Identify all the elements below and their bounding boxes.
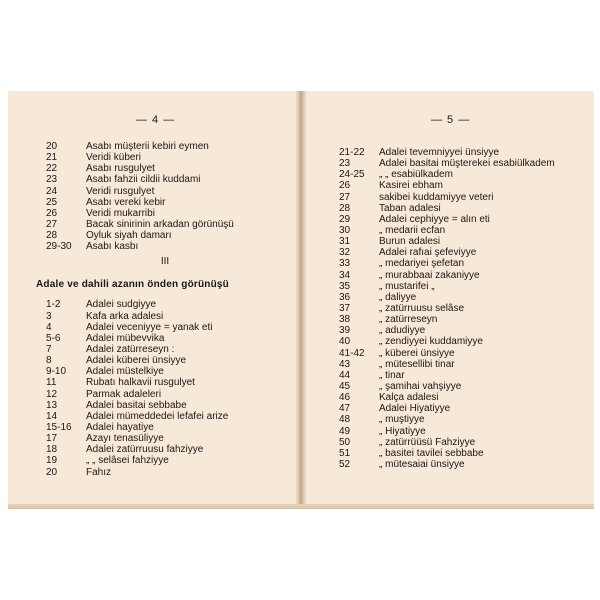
right-page (301, 91, 594, 509)
entry-number: 32 (339, 247, 351, 259)
entry-number: 21 (46, 152, 58, 164)
entry-text: Asabı kasbı (86, 241, 139, 253)
entry-number: 28 (339, 202, 351, 214)
section-heading: Adale ve dahili azanın önden görünüşü (36, 279, 229, 291)
index-entry (339, 270, 589, 281)
index-entry (46, 467, 296, 478)
entry-number: 38 (339, 314, 351, 326)
entry-text: Rubatı halkavii rusgulyet (86, 377, 195, 389)
entry-text: „ „ esabiülkadem (379, 169, 453, 181)
entry-number: 20 (46, 466, 58, 478)
entry-number: 43 (339, 358, 351, 370)
entry-text: Kafa arka adalesi (86, 310, 164, 322)
entry-text: Adalei zatürreseyn : (86, 343, 175, 355)
right-page-entries (339, 147, 589, 470)
index-entry (339, 180, 589, 191)
entry-text: „ basitei tavilei sebbabe (379, 447, 484, 459)
entry-number: 20 (46, 141, 58, 152)
index-entry (46, 433, 296, 444)
entry-text: Adalei basitai müşterekei esabiülkadem (379, 158, 555, 170)
entry-number: 30 (339, 224, 351, 236)
index-entry (46, 333, 296, 344)
entry-number: 24-25 (339, 169, 365, 181)
open-booklet (8, 91, 594, 509)
index-entry (46, 366, 296, 377)
entry-text: „ Hiyatiyye (379, 425, 426, 437)
index-entry (339, 147, 589, 158)
entry-number: 27 (46, 218, 58, 230)
entry-text: Asabı fahzii cildii kuddami (86, 174, 201, 186)
entry-number: 34 (339, 269, 351, 281)
index-entry (339, 403, 589, 414)
entry-number: 12 (46, 388, 58, 400)
entry-number: 46 (339, 392, 351, 404)
entry-text: Azayı tenasüliyye (86, 433, 164, 445)
index-entry (46, 355, 296, 366)
page-number: — 5 — (431, 114, 471, 126)
index-entry (339, 325, 589, 336)
entry-number: 29-30 (46, 241, 72, 253)
index-entry (46, 141, 296, 152)
entry-text: Adalei tevemniyyei ünsiyye (379, 147, 500, 158)
index-entry (339, 336, 589, 347)
entry-number: 44 (339, 369, 351, 381)
entry-text: Adalei hayatiye (86, 421, 154, 433)
entry-number: 22 (46, 163, 58, 175)
index-entry (339, 359, 589, 370)
entry-text: Adalei küberei ünsiyye (86, 355, 187, 367)
entry-text: „ medarii ecfan (379, 224, 446, 236)
entry-number: 27 (339, 191, 351, 203)
index-entry (46, 411, 296, 422)
index-entry (339, 203, 589, 214)
entry-number: 39 (339, 325, 351, 337)
entry-text: Adalei mübevvika (86, 332, 165, 344)
entry-text: Adalei sudgiyye (86, 299, 157, 311)
entry-number: 7 (46, 343, 52, 355)
entry-text: Burun adalesi (379, 236, 441, 248)
entry-number: 48 (339, 414, 351, 426)
entry-text: Adalei Hiyatiyye (379, 403, 451, 415)
entry-number: 17 (46, 433, 58, 445)
entry-text: „ medariyei şefetan (379, 258, 465, 270)
entry-number: 41-42 (339, 347, 365, 359)
entry-number: 26 (46, 207, 58, 219)
entry-text: Adalei mümeddedei lefafei arize (86, 410, 229, 422)
entry-text: Veridi küberi (86, 152, 142, 164)
index-entry (46, 299, 296, 310)
entry-text: Asabı rusgulyet (86, 163, 155, 175)
index-entry (339, 292, 589, 303)
entry-text: „ zatürreseyn (379, 314, 438, 326)
entry-text: Kasirei ebham (379, 180, 443, 192)
entry-number: 13 (46, 399, 58, 411)
entry-number: 8 (46, 355, 52, 367)
entry-number: 21-22 (339, 147, 365, 158)
entry-text: „ „ selâsei fahziyye (86, 455, 169, 467)
index-entry (46, 444, 296, 455)
entry-number: 23 (339, 158, 351, 170)
entry-text: Adalei basitai sebbabe (86, 399, 187, 411)
index-entry (339, 348, 589, 359)
entry-number: 45 (339, 380, 351, 392)
index-entry (339, 258, 589, 269)
entry-number: 37 (339, 302, 351, 314)
entry-number: 3 (46, 310, 52, 322)
entry-number: 14 (46, 410, 58, 422)
entry-text: „ mütesellibi tinar (379, 358, 455, 370)
left-page-entries (36, 141, 296, 478)
section-number: III (160, 256, 170, 268)
entry-number: 29 (339, 213, 351, 225)
entry-number: 47 (339, 403, 351, 415)
entry-text: „ murabbaai zakaniyye (379, 269, 480, 281)
index-entry (339, 314, 589, 325)
index-entry (46, 311, 296, 322)
entry-text: Veridi mukarribi (86, 207, 155, 219)
entry-text: „ şamihai vahşiyye (379, 380, 462, 392)
entry-text: Asabı müşterii kebiri eymen (86, 141, 209, 152)
index-entry (339, 370, 589, 381)
entry-text: Bacak sinirinin arkadan görünüşü (86, 218, 234, 230)
entry-number: 33 (339, 258, 351, 270)
index-entry (339, 281, 589, 292)
index-entry (46, 163, 296, 174)
entry-number: 4 (46, 321, 52, 333)
entry-text: Asabı vereki kebir (86, 196, 166, 208)
index-entry (46, 208, 296, 219)
entry-text: Adalei rafıai şefeviyye (379, 247, 477, 259)
entry-number: 5-6 (46, 332, 61, 344)
index-entry (339, 225, 589, 236)
index-entry (46, 389, 296, 400)
entry-text: Kalça adalesi (379, 392, 439, 404)
page-edge (8, 504, 594, 509)
entry-number: 36 (339, 291, 351, 303)
index-entry (339, 247, 589, 258)
entry-text: Adalei müstelkiye (86, 366, 164, 378)
entry-text: Taban adalesi (379, 202, 441, 214)
index-entry (46, 219, 296, 230)
entry-text: „ zatürrüüsü Fahziyye (379, 436, 476, 448)
entry-number: 1-2 (46, 299, 61, 311)
index-entry (46, 152, 296, 163)
index-entry (339, 236, 589, 247)
entry-text: „ mütesaiai ünsiyye (379, 458, 465, 470)
entry-number: 28 (46, 230, 58, 242)
entry-text: Parmak adaleleri (86, 388, 162, 400)
entry-text: „ tinar (379, 369, 405, 381)
entry-number: 15-16 (46, 421, 72, 433)
entry-number: 40 (339, 336, 351, 348)
page-number: — 4 — (136, 114, 176, 126)
entry-text: „ zendiyyei kuddamiyye (379, 336, 483, 348)
entry-number: 23 (46, 174, 58, 186)
index-entry (339, 392, 589, 403)
index-entry (46, 322, 296, 333)
entry-number: 49 (339, 425, 351, 437)
index-entry (46, 241, 296, 252)
index-entry (46, 377, 296, 388)
index-entry (46, 344, 296, 355)
index-entry (339, 459, 589, 470)
entry-number: 18 (46, 444, 58, 456)
entry-number: 19 (46, 455, 58, 467)
entry-text: Adalei zatürruusu fahziyye (86, 444, 204, 456)
entry-number: 51 (339, 447, 351, 459)
index-entry (339, 192, 589, 203)
index-entry (339, 381, 589, 392)
entry-number: 31 (339, 236, 351, 248)
index-entry (339, 448, 589, 459)
index-entry (339, 214, 589, 225)
entry-number: 11 (46, 377, 57, 389)
index-entry (339, 437, 589, 448)
index-entry (339, 158, 589, 169)
index-entry (46, 422, 296, 433)
left-page (8, 91, 299, 509)
entry-number: 35 (339, 280, 351, 292)
index-entry (46, 186, 296, 197)
index-entry (339, 169, 589, 180)
index-entry (339, 303, 589, 314)
entry-number: 9-10 (46, 366, 67, 378)
entry-text: Fahız (86, 466, 112, 478)
index-entry (46, 455, 296, 466)
entry-text: „ daliyye (379, 291, 417, 303)
entry-number: 50 (339, 436, 351, 448)
entry-text: Veridi rusgulyet (86, 185, 155, 197)
index-entry (46, 197, 296, 208)
entry-number: 24 (46, 185, 58, 197)
index-entry (46, 174, 296, 185)
entry-text: Oyluk siyah damarı (86, 230, 172, 242)
index-entry (339, 414, 589, 425)
index-entry (339, 426, 589, 437)
entry-text: Adalei veceniyye = yanak eti (86, 321, 213, 333)
entry-text: sakibei kuddamiyye veteri (379, 191, 494, 203)
entry-number: 25 (46, 196, 58, 208)
entry-text: Adalei cephiyye = alın eti (379, 213, 490, 225)
entry-number: 26 (339, 180, 351, 192)
book-spine (296, 91, 306, 509)
entry-text: „ adudiyye (379, 325, 426, 337)
entry-text: „ zatürruusu selâse (379, 302, 465, 314)
index-entry (46, 400, 296, 411)
entry-text: „ küberei ünsiyye (379, 347, 455, 359)
entry-text: „ muştiyye (379, 414, 425, 426)
entry-text: „ mustarifei „ (379, 280, 435, 292)
index-entry (46, 230, 296, 241)
entry-number: 52 (339, 458, 351, 470)
